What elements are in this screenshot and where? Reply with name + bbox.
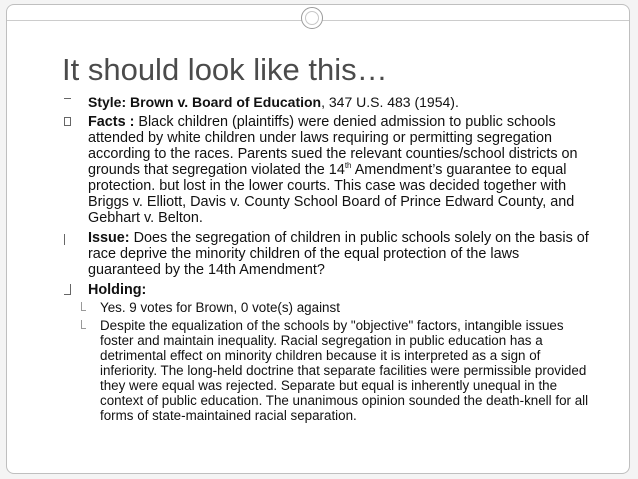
bullet-holding xyxy=(62,282,594,298)
bullet-marker-icon xyxy=(64,117,71,126)
citation: , 347 U.S. 483 (1954). xyxy=(321,94,459,110)
holding-label: Holding: xyxy=(88,282,147,298)
slide-ornament-icon xyxy=(301,7,323,29)
slide-ornament-inner xyxy=(305,11,319,25)
bullet-issue xyxy=(62,230,594,278)
slide-content xyxy=(62,94,594,426)
slide-title: It should look like this… xyxy=(62,52,388,87)
facts-label: Facts : xyxy=(88,114,135,130)
case-name: Brown v. Board of Education xyxy=(130,94,322,110)
bullet-facts xyxy=(62,114,594,226)
facts-text: Black children (plaintiffs) were denied admission to public schools attended by white children under laws requiring or permitting segregation according to the races. Parents sued the relevant counties/school districts on grounds that segregation violated the 14 xyxy=(88,114,578,178)
issue-text: Does the segregation of children in public schools solely on the basis of race deprive the minority children of the equal protection of the laws guaranteed by the 14th Amendment? xyxy=(88,230,589,278)
bullet-marker-icon xyxy=(64,234,70,245)
facts-superscript: th xyxy=(344,161,352,171)
holding-item xyxy=(72,300,594,315)
holding-item xyxy=(72,318,594,423)
holding-list xyxy=(72,300,594,423)
holding-item-text: Despite the equalization of the schools by "objective" factors, intangible issues foster and maintain inequality. Racial segregation in public education has a detrimental effect on minority children because it is interpreted as a sign of inferiority. The long-held doctrine that separate facilities were permissible provided they were equal was rejected. Separate but equal is inherently unequal in the context of public education. The unanimous opinion sounded the death-knell for all forms of state-maintained racial separation. xyxy=(100,318,589,423)
holding-item-text: Yes. 9 votes for Brown, 0 vote(s) against xyxy=(100,300,340,315)
style-label: Style: xyxy=(88,94,127,110)
bullet-marker-icon xyxy=(64,284,71,295)
sub-bullet-icon xyxy=(81,302,86,311)
sub-bullet-icon xyxy=(81,320,86,329)
issue-label: Issue: xyxy=(88,230,130,246)
facts-text-cont: Amendment’s guarantee to equal protection. but lost in the lower courts. This case was decided together with Briggs v. Elliott, Davis v. County School Board of Prince Edward County, and Gebhart v. Belton. xyxy=(88,162,575,226)
bullet-marker-icon xyxy=(64,98,71,99)
bullet-style xyxy=(62,94,594,110)
